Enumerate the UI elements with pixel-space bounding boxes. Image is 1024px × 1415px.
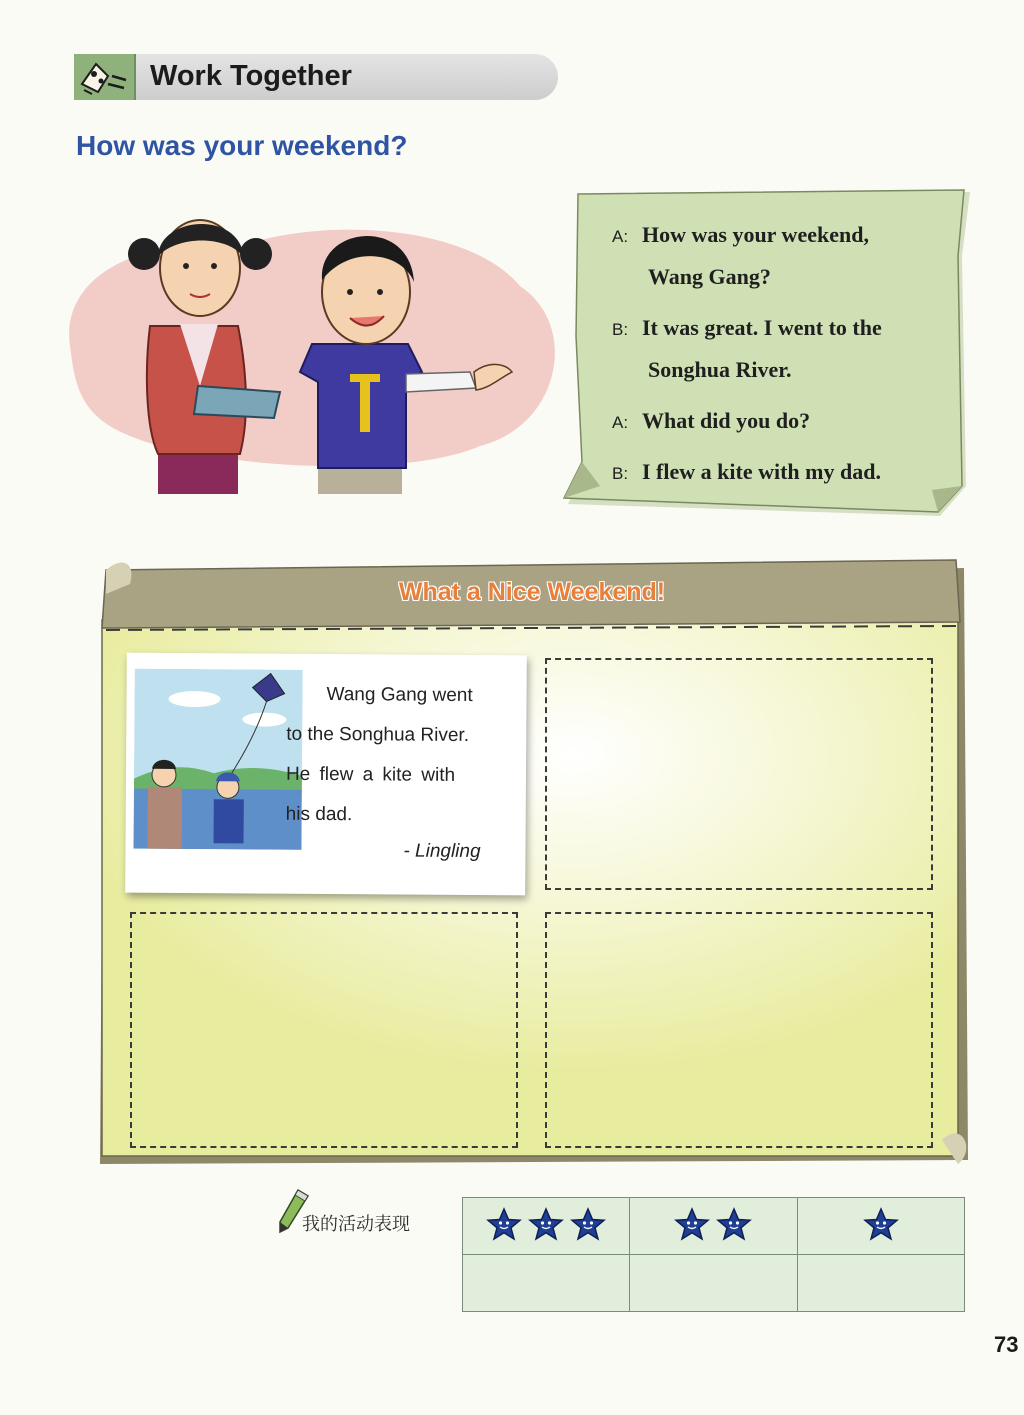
speaker-a: A: [612, 227, 629, 246]
example-author: - Lingling [403, 840, 481, 863]
evaluation-label: 我的活动表现 [302, 1214, 410, 1235]
self-rating-box[interactable] [797, 1255, 964, 1312]
dialogue-line: B: I flew a kite with my dad. [612, 459, 881, 484]
section-icon-box [74, 54, 136, 100]
dialogue-line: Wang Gang? [648, 264, 771, 289]
dialogue-line: A: What did you do? [612, 408, 811, 433]
star-icon [528, 1207, 564, 1241]
checkbox-row [463, 1255, 965, 1312]
empty-frame [130, 912, 518, 1148]
star-icon [570, 1207, 606, 1241]
empty-frame [545, 912, 933, 1148]
dialogue-line: A: How was your weekend, [612, 222, 869, 247]
example-line: to the Songhua River. [286, 723, 470, 746]
rating-cell-3 [463, 1198, 630, 1255]
page-question: How was your weekend? [76, 130, 408, 161]
rating-cell-1 [797, 1198, 964, 1255]
star-icon [716, 1207, 752, 1241]
self-rating-box[interactable] [630, 1255, 797, 1312]
star-icon [486, 1207, 522, 1241]
empty-frame [545, 658, 933, 890]
dialogue-line: Songhua River. [648, 357, 792, 382]
rating-cell-2 [630, 1198, 797, 1255]
kite-flying-picture [133, 669, 302, 850]
example-card [125, 653, 527, 896]
self-rating-box[interactable] [463, 1255, 630, 1312]
board-title: What a Nice Weekend! [398, 578, 666, 606]
speaker-a: A: [612, 413, 629, 432]
speaker-b: B: [612, 464, 629, 483]
evaluation-table [462, 1197, 965, 1312]
star-icon [863, 1207, 899, 1241]
star-icon [674, 1207, 710, 1241]
group-work-icon [74, 54, 134, 100]
example-line: his dad. [285, 803, 353, 826]
example-line: Wang Gang went [326, 684, 473, 707]
section-title: Work Together [150, 60, 352, 92]
children-illustration [50, 196, 570, 496]
page-number: 73 [994, 1332, 1019, 1357]
dialogue-line: B: It was great. I went to the [612, 315, 882, 340]
section-header [74, 54, 558, 100]
rating-row [463, 1198, 965, 1255]
example-line: He flew a kite with [285, 763, 456, 786]
speaker-b: B: [612, 320, 629, 339]
